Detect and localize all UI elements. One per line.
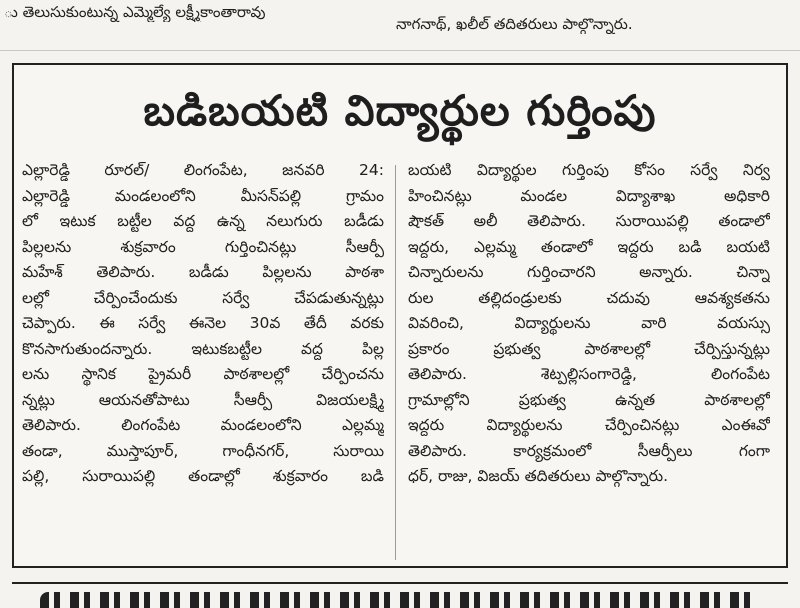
article-line: తెలిపారు. లింగంపేట మండలంలోని ఎల్లమ్మ: [22, 416, 384, 434]
article-line: ఎల్లారెడ్డి రూరల్‌/ లింగంపేట, జనవరి 24:: [22, 161, 384, 179]
news-article: [12, 63, 788, 568]
article-column-right: [408, 158, 770, 490]
article-line: మహేశ్‌ తెలిపారు. బడీడు పిల్లలను పాఠశా: [22, 263, 384, 281]
article-column-left: [22, 158, 384, 490]
article-headline: బడిబయటి విద్యార్థుల గుర్తింపు: [143, 86, 657, 135]
article-line: పల్లి, సురాయిపల్లి తండాల్లో శుక్రవారం బడి: [22, 467, 384, 485]
article-line: చిన్నారులను గుర్తించారని అన్నారు. చిన్నా: [408, 263, 770, 281]
article-line: న్నట్లు ఆయనతోపాటు సీఆర్పీ విజయలక్ష్మి: [22, 390, 384, 409]
article-line: ఇద్దరు, ఎల్లమ్మ తండాలో ఇద్దరు బడి బయటి: [408, 237, 770, 256]
article-line: లో ఇటుక బట్టీల వద్ద ఉన్న నలుగురు బడీడు: [22, 212, 384, 230]
article-line: ధర్‌, రాజు, విజయ్‌ తదితరులు పాల్గొన్నారు.: [408, 467, 669, 485]
article-line: కొనసాగుతుందన్నారు. ఇటుకబట్టీల వద్ద పిల్ల: [22, 339, 384, 358]
article-line: తెలిపారు. కార్యక్రమంలో సీఆర్పీలు గంగా: [408, 441, 770, 460]
article-line: హించినట్లు మండల విద్యాశాఖ అధికారి: [408, 186, 770, 205]
divider: [0, 50, 800, 51]
article-line: పిల్లలను శుక్రవారం గుర్తించినట్లు సీఆర్పీ: [22, 237, 384, 256]
article-line: లను స్థానిక ప్రైమరీ పాఠశాలల్లో చేర్పించను: [22, 365, 384, 383]
article-line: గ్రామాల్లోని ప్రభుత్వ ఉన్నత పాఠశాలల్లో: [408, 390, 770, 409]
previous-article-strip: [0, 0, 800, 56]
cropped-headline-glyphs: [40, 592, 760, 608]
article-line: తండా, ముస్తాపూర్‌, గాంధీనగర్‌, సురాయి: [22, 441, 384, 460]
article-line: రుల తల్లిదండ్రులకు చదువు ఆవశ్యకతను: [408, 288, 770, 307]
article-line: తెలిపారు. శెట్పల్లిసంగారెడ్డి, లింగంపేట: [408, 365, 770, 383]
cropped-next-headline: [40, 590, 760, 608]
article-line: చెప్పారు. ఈ సర్వే ఈనెల 30వ తేదీ వరకు: [22, 314, 384, 332]
article-line: ప్రకారం ప్రభుత్వ పాఠశాలల్లో చేర్పిస్తున్నట్లు: [408, 339, 770, 358]
previous-article-right-line: నాగనాథ్‌, ఖలీల్‌ తదితరులు పాల్గొన్నారు.: [396, 15, 633, 33]
column-divider: [395, 165, 396, 560]
article-line: ఎల్లారెడ్డి మండలంలోని మీసన్‌పల్లి గ్రామం: [22, 186, 384, 205]
article-line: ఇద్దరు విద్యార్థులను చేర్పించినట్లు ఎంఈవో: [408, 416, 770, 434]
previous-article-left-line: ు తెలుసుకుంటున్న ఎమ్మెల్యే లక్ష్మీకాంతారావు: [4, 3, 266, 21]
article-line: బయటి విద్యార్థుల గుర్తింపు కోసం సర్వే నిర్వ: [408, 161, 770, 179]
article-line: వివరించి, విద్యార్థులను వారి వయస్సు: [408, 314, 770, 332]
article-line: షౌకత్‌ అలీ తెలిపారు. సురాయిపల్లి తండాలో: [408, 212, 770, 230]
article-line: లల్లో చేర్పించేందుకు సర్వే చేపడుతున్నట్లు: [22, 288, 384, 307]
divider: [12, 582, 788, 584]
